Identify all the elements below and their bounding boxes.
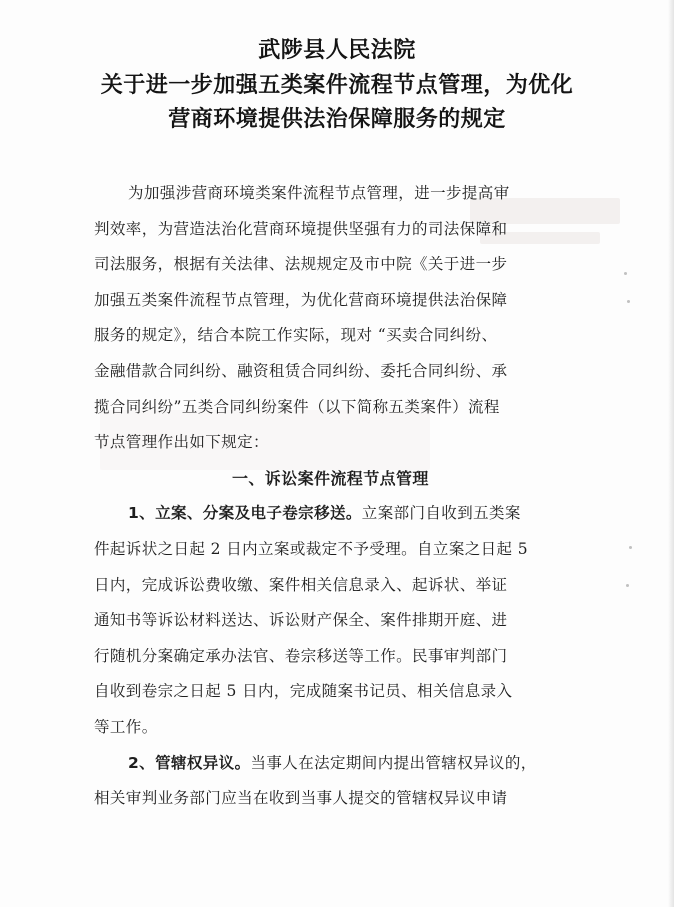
title-line-2: 关于进一步加强五类案件流程节点管理，为优化 <box>100 73 574 98</box>
paragraph-line: 揽合同纠纷”五类合同纠纷案件（以下简称五类案件）流程 <box>94 397 500 416</box>
paragraph-line: 判效率，为营造法治化营商环境提供坚强有力的司法保障和 <box>94 219 508 238</box>
title-line-3: 营商环境提供法治保障服务的规定 <box>168 107 506 132</box>
paragraph-line: 加强五类案件流程节点管理，为优化营商环境提供法治保障 <box>94 290 508 309</box>
paragraph-line: 服务的规定》，结合本院工作实际，现对 “买卖合同纠纷、 <box>94 326 498 345</box>
item-2-text: 当事人在法定期间内提出管辖权异议的， <box>250 753 537 772</box>
paragraph-line: 司法服务，根据有关法律、法规规定及市中院《关于进一步 <box>94 255 508 274</box>
section-heading: 一、诉讼案件流程节点管理 <box>232 468 429 488</box>
item-1-first-line <box>94 496 580 532</box>
scan-speck <box>627 300 630 303</box>
item-1-heading: 1、立案、分案及电子卷宗移送。 <box>128 504 362 523</box>
paragraph-line: 金融借款合同纠纷、融资租赁合同纠纷、委托合同纠纷、承 <box>94 361 508 380</box>
document-body <box>94 176 580 817</box>
paragraph-line: 等工作。 <box>94 717 158 736</box>
paragraph-line: 日内，完成诉讼费收缴、案件相关信息录入、起诉状、举证 <box>94 575 508 594</box>
paragraph-line: 节点管理作出如下规定： <box>94 433 269 452</box>
scan-speck <box>624 272 627 275</box>
paragraph-line: 通知书等诉讼材料送达、诉讼财产保全、案件排期开庭、进 <box>94 611 508 630</box>
item-2-first-line <box>94 746 580 782</box>
court-name: 武陟县人民法院 <box>258 38 416 63</box>
item-1-text: 立案部门自收到五类案 <box>361 504 521 523</box>
paragraph-line: 为加强涉营商环境类案件流程节点管理，进一步提高审 <box>128 184 510 202</box>
scan-speck <box>629 546 632 549</box>
item-2-heading: 2、管辖权异议。 <box>128 753 251 772</box>
paragraph-line: 行随机分案确定承办法官、卷宗移送等工作。民事审判部门 <box>94 646 508 665</box>
paragraph-line: 相关审判业务部门应当在收到当事人提交的管辖权异议申请 <box>94 789 508 808</box>
scan-speck <box>626 584 629 587</box>
paragraph-line: 件起诉状之日起 2 日内立案或裁定不予受理。自立案之日起 5 <box>94 539 529 558</box>
paragraph-line: 自收到卷宗之日起 5 日内，完成随案书记员、相关信息录入 <box>94 682 513 701</box>
document-title <box>0 34 674 137</box>
